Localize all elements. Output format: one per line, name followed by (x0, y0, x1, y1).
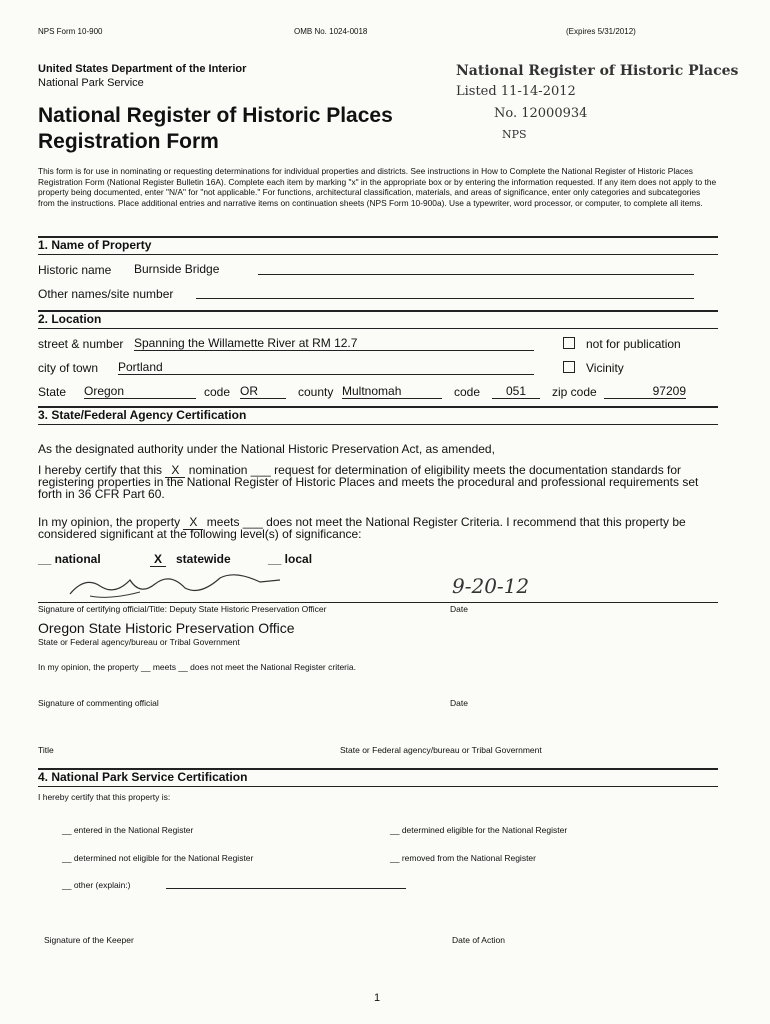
vicinity-checkbox[interactable] (563, 361, 575, 373)
page-title: National Register of Historic Places (38, 104, 393, 127)
county-code-value: 051 (492, 384, 540, 399)
signature-image (60, 566, 290, 602)
omb-number: OMB No. 1024-0018 (294, 27, 368, 36)
zip-value: 97209 (604, 384, 686, 399)
city-value: Portland (118, 360, 534, 375)
signature-caption: Signature of certifying official/Title: Deputy State Historic Preservation Officer (38, 604, 327, 614)
section4-heading: 4. National Park Service Certification (38, 770, 248, 784)
keeper-signature-label: Signature of the Keeper (44, 935, 134, 945)
certify-text-b: nomination ___ request for determination of eligibility meets the documentation standards for registering properties in the National Register of Historic Places and meets the procedural and professional requirements set forth in 36 CFR Part 60. (38, 463, 699, 501)
zip-label: zip code (552, 385, 597, 399)
city-label: city of town (38, 361, 99, 375)
option-not-eligible[interactable]: __ determined not eligible for the National Register (62, 853, 254, 863)
authority-text: As the designated authority under the National Historic Preservation Act, as amended, (38, 442, 495, 456)
nps-certify-text: I hereby certify that this property is: (38, 792, 171, 802)
opinion-text-b: meets ___ does not meet the National Register Criteria. I recommend that this property be considered significant at the following level(s) of significance: (38, 515, 686, 541)
section2-heading: 2. Location (38, 312, 102, 326)
office-name: Oregon State Historic Preservation Office (38, 620, 295, 636)
vicinity-label: Vicinity (586, 361, 624, 375)
county-code-label: code (454, 385, 481, 399)
office-caption: State or Federal agency/bureau or Tribal Government (38, 637, 240, 647)
section3-heading: 3. State/Federal Agency Certification (38, 408, 247, 422)
form-id: NPS Form 10-900 (38, 27, 103, 36)
opinion-text-a: In my opinion, the property (38, 515, 181, 529)
meets-mark: X (183, 515, 203, 530)
service: National Park Service (38, 77, 144, 89)
intro-text: This form is for use in nominating or requesting determinations for individual properties and districts. See instructions in How to Complete the National Register of Historic Places Registration Form (National Register Bulletin 16A). Complete each item by marking "x" in the appropriate box or by entering the information requested. If any item does not apply to the property being documented, enter "N/A" for "not applicable." For functions, architectural classification, materials, and areas of significance, enter only categories and subcategories from the instructions. Place additional entries and narrative items on continuation sheets (NPS Form 10-900a). Use a typewriter, word processor, or computer, to complete all items. (38, 166, 717, 208)
date-of-action-label: Date of Action (452, 935, 505, 945)
level-local: __ local (268, 552, 313, 566)
other-names-label: Other names/site number (38, 287, 174, 301)
commenting-official-label: Signature of commenting official (38, 698, 159, 708)
option-removed[interactable]: __ removed from the National Register (390, 853, 536, 863)
page-number: 1 (374, 992, 381, 1004)
opinion2-text: In my opinion, the property __ meets __ does not meet the National Register criteria. (38, 662, 356, 672)
not-for-publication-checkbox[interactable] (563, 337, 575, 349)
nomination-mark: X (165, 463, 185, 478)
street-label: street & number (38, 337, 124, 351)
level-national: __ national (38, 552, 101, 566)
not-for-publication-label: not for publication (586, 337, 681, 351)
option-determined-eligible[interactable]: __ determined eligible for the National Register (390, 825, 568, 835)
state-label: State (38, 385, 67, 399)
level-statewide: statewide (176, 552, 231, 566)
stamp-title: National Register of Historic Places (456, 63, 739, 79)
county-label: county (298, 385, 334, 399)
option-other[interactable]: __ other (explain:) (62, 880, 131, 890)
option-entered[interactable]: __ entered in the National Register (62, 825, 194, 835)
state-value: Oregon (84, 384, 196, 399)
street-value: Spanning the Willamette River at RM 12.7 (134, 336, 534, 351)
page-subtitle: Registration Form (38, 130, 219, 153)
historic-name-value: Burnside Bridge (134, 262, 220, 276)
section1-heading: 1. Name of Property (38, 238, 152, 252)
signature-date: 9-20-12 (452, 574, 530, 598)
stamp-agency: NPS (502, 128, 527, 141)
date-label: Date (450, 604, 468, 614)
title-label: Title (38, 745, 54, 755)
agency-label: State or Federal agency/bureau or Tribal Government (340, 745, 542, 755)
county-value: Multnomah (342, 384, 442, 399)
date2-label: Date (450, 698, 468, 708)
expires: (Expires 5/31/2012) (566, 27, 636, 36)
state-code-value: OR (240, 384, 286, 399)
historic-name-label: Historic name (38, 263, 112, 277)
department: United States Department of the Interior (38, 63, 247, 75)
certify-text-a: I hereby certify that this (38, 463, 163, 477)
stamp-listed: Listed 11-14-2012 (456, 84, 576, 99)
stamp-number: No. 12000934 (494, 106, 588, 121)
state-code-label: code (204, 385, 231, 399)
statewide-mark: X (150, 552, 166, 567)
